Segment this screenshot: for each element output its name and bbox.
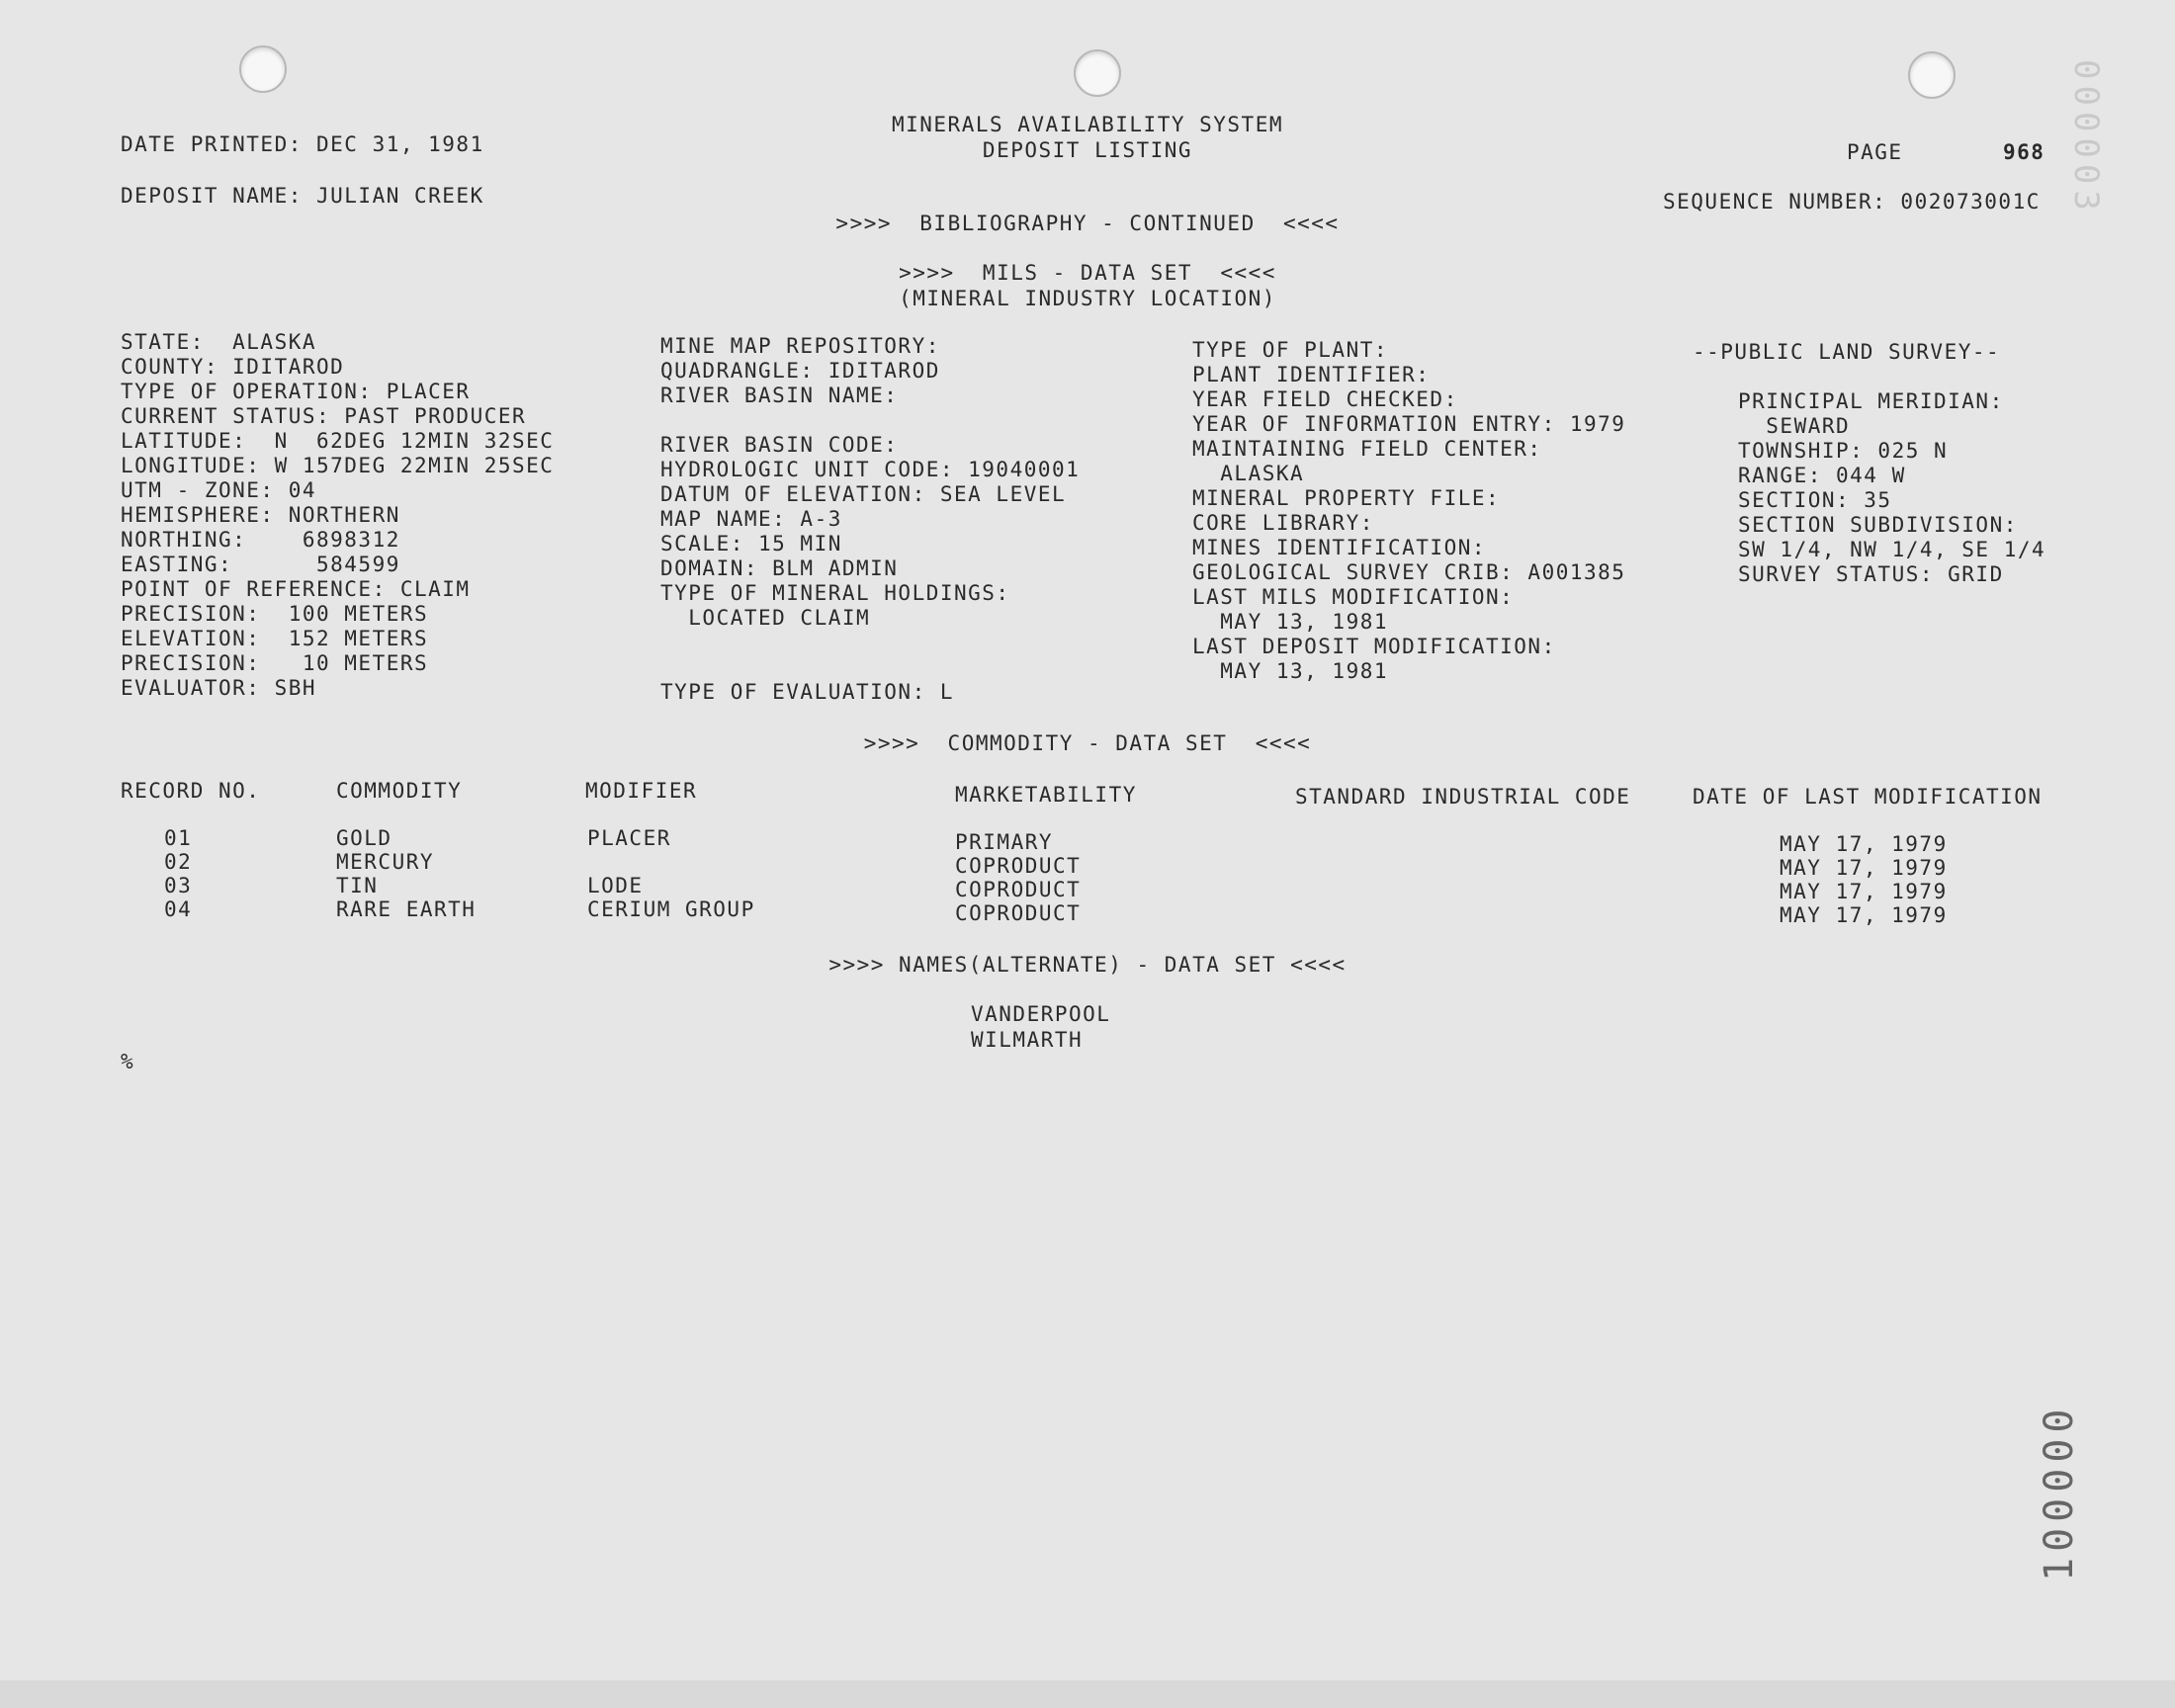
date-printed: DATE PRINTED: DEC 31, 1981: [121, 132, 484, 156]
table-cell: CERIUM GROUP: [587, 897, 755, 921]
mils-field: TYPE OF OPERATION: PLACER: [121, 380, 471, 403]
column-date-modified: [1780, 832, 1948, 927]
bibliography-heading: >>>> BIBLIOGRAPHY - CONTINUED <<<<: [835, 212, 1340, 235]
mils-field: STATE: ALASKA: [121, 330, 317, 354]
mils-field: MINERAL PROPERTY FILE:: [1192, 486, 1501, 510]
header-marketability: MARKETABILITY: [955, 783, 1137, 807]
table-cell: LODE: [587, 874, 644, 897]
mils-field: SW 1/4, NW 1/4, SE 1/4: [1738, 538, 2046, 561]
mils-field: [660, 631, 1080, 655]
mils-field: TYPE OF PLANT:: [1192, 338, 1389, 362]
mils-field: HEMISPHERE: NORTHERN: [121, 503, 400, 527]
table-cell: 01: [164, 826, 193, 850]
punch-hole-center: [1074, 49, 1121, 97]
mils-field: ALASKA: [1192, 462, 1305, 485]
mils-field: LOCATED CLAIM: [660, 606, 871, 630]
mils-field: RIVER BASIN NAME:: [660, 384, 899, 407]
header-record-no: RECORD NO.: [121, 779, 261, 803]
mils-field: COUNTY: IDITAROD: [121, 355, 345, 379]
table-cell: [587, 850, 755, 874]
mils-column-plant: [1192, 338, 1625, 684]
mils-field: LONGITUDE: W 157DEG 22MIN 25SEC: [121, 454, 555, 477]
punch-hole-right: [1908, 51, 1956, 99]
sequence-number: SEQUENCE NUMBER: 002073001C: [1663, 190, 2041, 214]
table-cell: COPRODUCT: [955, 901, 1082, 925]
column-record-no: [164, 826, 192, 921]
mils-field: SECTION: 35: [1738, 488, 1892, 512]
table-cell: MAY 17, 1979: [1780, 856, 1948, 880]
mils-field: POINT OF REFERENCE: CLAIM: [121, 577, 471, 601]
mils-field: PRECISION: 10 METERS: [121, 651, 429, 675]
mils-field: TOWNSHIP: 025 N: [1738, 439, 1949, 463]
table-cell: 04: [164, 897, 193, 921]
mils-field: EASTING: 584599: [121, 553, 400, 576]
mils-field: PLANT IDENTIFIER:: [1192, 363, 1431, 386]
names-heading: >>>> NAMES(ALTERNATE) - DATA SET <<<<: [828, 953, 1347, 977]
punch-hole-left: [239, 45, 287, 93]
page-label: PAGE: [1847, 140, 1903, 164]
public-land-survey-title: --PUBLIC LAND SURVEY--: [1693, 340, 2001, 364]
mils-field: NORTHING: 6898312: [121, 528, 400, 552]
mils-field: LATITUDE: N 62DEG 12MIN 32SEC: [121, 429, 555, 453]
mils-field: MINE MAP REPOSITORY:: [660, 334, 940, 358]
mils-heading: >>>> MILS - DATA SET <<<<: [899, 261, 1276, 285]
mils-field: CORE LIBRARY:: [1192, 511, 1374, 535]
mils-field: SURVEY STATUS: GRID: [1738, 562, 2004, 586]
mils-field: TYPE OF EVALUATION: L: [660, 680, 955, 704]
column-marketability: [955, 830, 1081, 925]
table-cell: MERCURY: [336, 850, 435, 874]
table-cell: GOLD: [336, 826, 392, 850]
mils-subheading: (MINERAL INDUSTRY LOCATION): [899, 287, 1276, 310]
mils-field: PRINCIPAL MERIDIAN:: [1738, 389, 2004, 413]
mils-field: TYPE OF MINERAL HOLDINGS:: [660, 581, 1010, 605]
system-title: MINERALS AVAILABILITY SYSTEM: [891, 113, 1283, 136]
table-cell: PLACER: [587, 826, 671, 850]
mils-field: [660, 408, 1080, 433]
header-sic: STANDARD INDUSTRIAL CODE: [1295, 785, 1631, 809]
deposit-name: DEPOSIT NAME: JULIAN CREEK: [121, 184, 484, 208]
mils-field: MAY 13, 1981: [1192, 610, 1389, 634]
mils-field: PRECISION: 100 METERS: [121, 602, 429, 626]
table-cell: MAY 17, 1979: [1780, 903, 1948, 927]
table-cell: TIN: [336, 874, 379, 897]
mils-field: YEAR OF INFORMATION ENTRY: 1979: [1192, 412, 1626, 436]
table-cell: RARE EARTH: [336, 897, 477, 921]
table-cell: PRIMARY: [955, 830, 1054, 854]
mils-field: RANGE: 044 W: [1738, 464, 1906, 487]
mils-field: DOMAIN: BLM ADMIN: [660, 556, 899, 580]
page-stamp-number: 100000: [2037, 1403, 2082, 1581]
alternate-name: WILMARTH: [971, 1028, 1084, 1052]
mils-field: MINES IDENTIFICATION:: [1192, 536, 1487, 559]
listing-title: DEPOSIT LISTING: [982, 138, 1193, 162]
table-cell: 03: [164, 874, 193, 897]
mils-field: CURRENT STATUS: PAST PRODUCER: [121, 404, 527, 428]
mils-field: [660, 655, 1080, 680]
column-commodity: [336, 826, 476, 921]
mils-field: HYDROLOGIC UNIT CODE: 19040001: [660, 458, 1081, 481]
mils-field: YEAR FIELD CHECKED:: [1192, 387, 1458, 411]
mils-field: ELEVATION: 152 METERS: [121, 627, 429, 650]
alternate-name: VANDERPOOL: [971, 1002, 1111, 1026]
faint-stamp-number: 000003: [2066, 59, 2106, 216]
page-number: 968: [2003, 140, 2045, 164]
commodity-heading: >>>> COMMODITY - DATA SET <<<<: [863, 731, 1312, 755]
column-modifier: [587, 826, 755, 921]
mils-field: MAY 13, 1981: [1192, 659, 1389, 683]
mils-field: SEWARD: [1738, 414, 1851, 438]
table-cell: COPRODUCT: [955, 878, 1082, 901]
table-cell: MAY 17, 1979: [1780, 832, 1948, 856]
header-date-modified: DATE OF LAST MODIFICATION: [1693, 785, 2043, 809]
header-commodity: COMMODITY: [336, 779, 463, 803]
mils-field: SECTION SUBDIVISION:: [1738, 513, 2018, 537]
mils-field: GEOLOGICAL SURVEY CRIB: A001385: [1192, 560, 1626, 584]
mils-field: MAINTAINING FIELD CENTER:: [1192, 437, 1542, 461]
mils-column-survey: [1738, 389, 2045, 587]
mils-column-map: [660, 334, 1080, 705]
mils-field: RIVER BASIN CODE:: [660, 433, 899, 457]
mils-field: MAP NAME: A-3: [660, 507, 842, 531]
header-modifier: MODIFIER: [585, 779, 698, 803]
mils-field: LAST MILS MODIFICATION:: [1192, 585, 1515, 609]
mils-column-location: [121, 330, 554, 701]
table-cell: 02: [164, 850, 193, 874]
mils-field: DATUM OF ELEVATION: SEA LEVEL: [660, 482, 1067, 506]
mils-field: EVALUATOR: SBH: [121, 676, 317, 700]
mils-field: SCALE: 15 MIN: [660, 532, 842, 555]
table-cell: COPRODUCT: [955, 854, 1082, 878]
mils-field: QUADRANGLE: IDITAROD: [660, 359, 940, 383]
table-cell: MAY 17, 1979: [1780, 880, 1948, 903]
mils-field: UTM - ZONE: 04: [121, 478, 317, 502]
end-mark: %: [121, 1050, 135, 1073]
mils-field: LAST DEPOSIT MODIFICATION:: [1192, 635, 1556, 658]
